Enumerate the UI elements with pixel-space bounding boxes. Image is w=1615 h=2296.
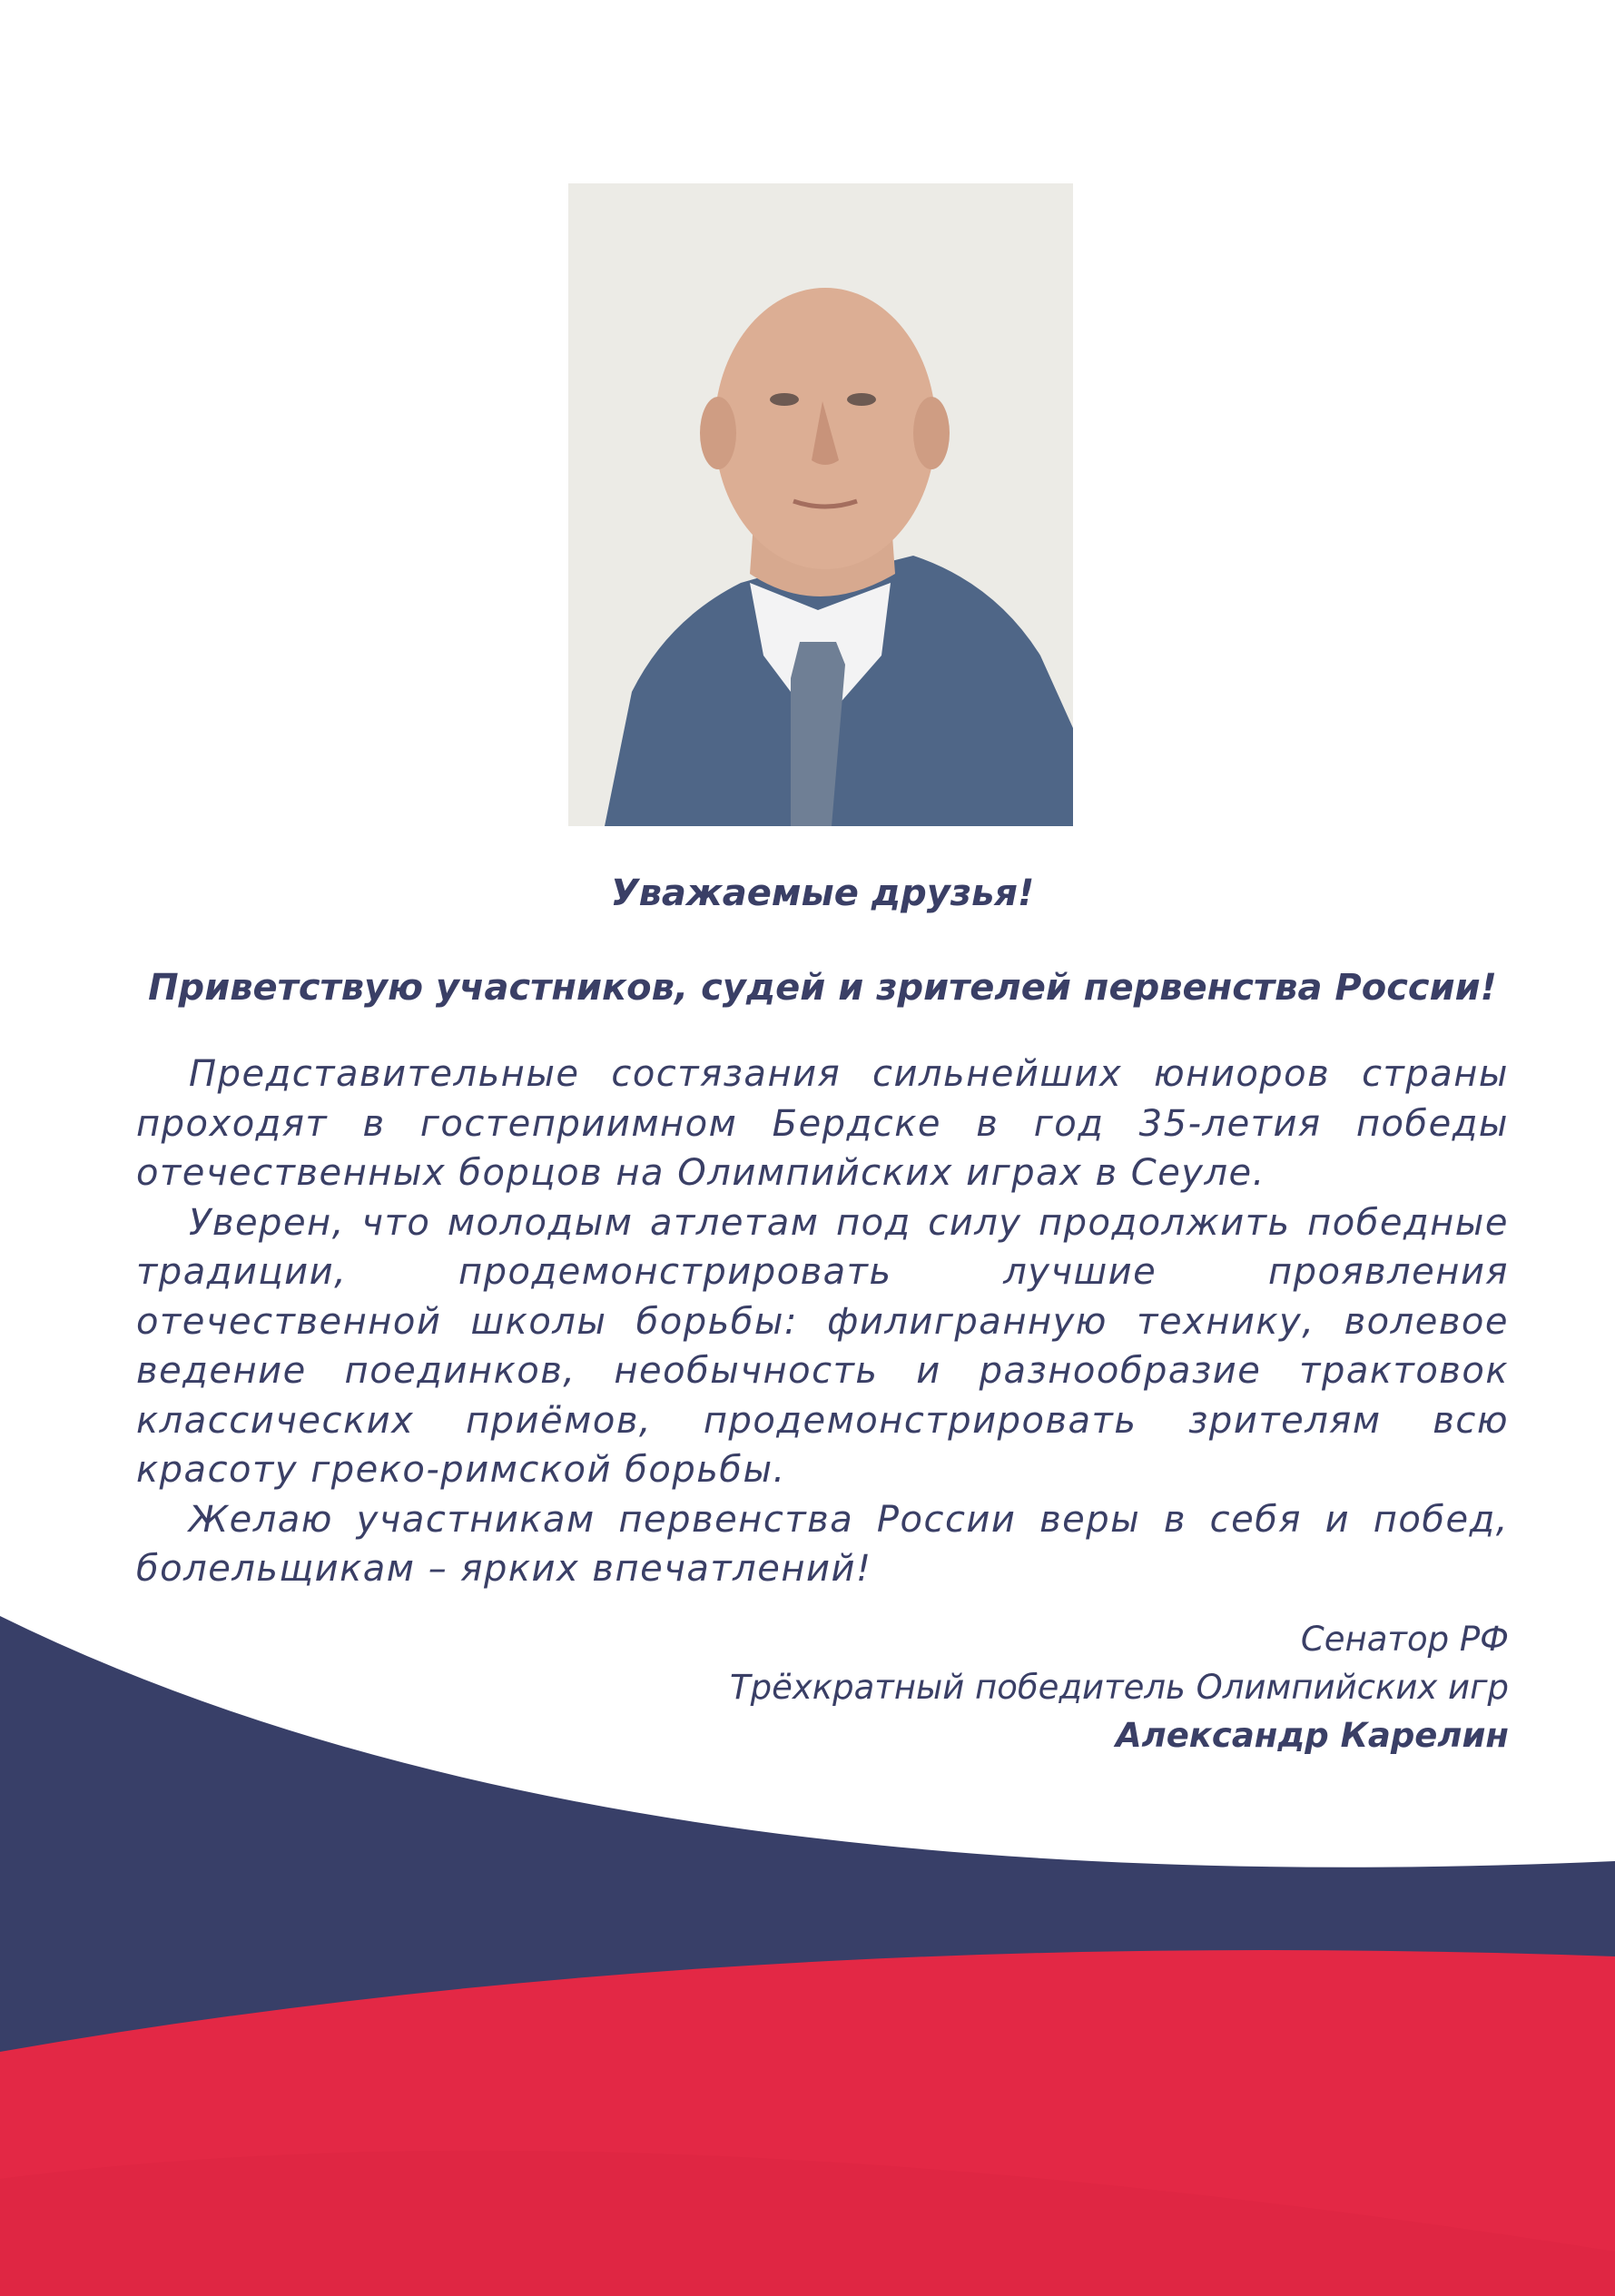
greeting: Приветствую участников, судей и зрителей первенства России! <box>148 967 1497 1009</box>
letter-text <box>136 872 1509 1594</box>
signature-title: Трёхкратный победитель Олимпийских игр <box>730 1668 1509 1707</box>
salutation: Уважаемые друзья! <box>610 872 1035 914</box>
paragraph: Желаю участникам первенства России веры в себя и побед, болельщикам – ярких впечатлений! <box>136 1498 1509 1590</box>
signature-block <box>730 1615 1509 1759</box>
paragraph: Уверен, что молодым атлетам под силу продолжить победные традиции, продемонстрировать лучшие проявления отечественной школы борьбы: филигранную технику, волевое ведение поединков, необычность и разнообразие трактовок классических приёмов, продемонстрировать зрителям всю красоту греко-римской борьбы. <box>136 1201 1509 1491</box>
signature-position: Сенатор РФ <box>1300 1620 1509 1659</box>
signature-name: Александр Карелин <box>1115 1716 1509 1755</box>
letter-body <box>136 1049 1509 1594</box>
paragraph: Представительные состязания сильнейших юниоров страны проходят в гостеприимном Бердске в год 35-летия победы отечественных борцов на Олимпийских играх в Сеуле. <box>136 1053 1509 1194</box>
